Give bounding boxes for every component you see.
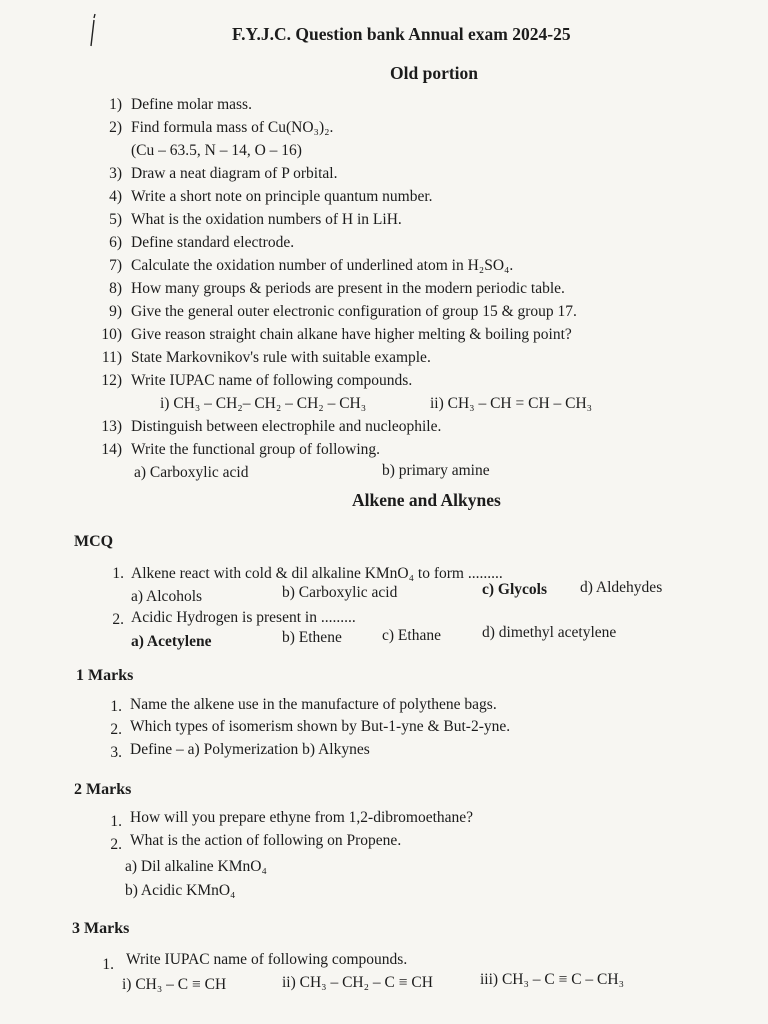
question-number: 3. xyxy=(110,744,122,761)
question-text: Find formula mass of Cu(NO₃)₂. xyxy=(131,119,334,136)
option-a: a) Acetylene xyxy=(131,633,212,650)
pen-mark xyxy=(88,12,98,48)
question-number: 8) xyxy=(109,280,122,297)
question-text: How will you prepare ethyne from 1,2-dibromoethane? xyxy=(130,809,474,826)
question-number: 7) xyxy=(109,257,122,274)
option-a: a) Carboxylic acid xyxy=(134,464,249,481)
option-a: a) Alcohols xyxy=(131,588,203,605)
question-text: Write the functional group of following. xyxy=(131,441,381,458)
question-text: Distinguish between electrophile and nucleophile. xyxy=(131,418,442,435)
page-subtitle: Old portion xyxy=(390,63,479,83)
question-text: Calculate the oxidation number of underlined atom in H₂SO₄. xyxy=(131,257,514,274)
question-number: 6) xyxy=(109,234,122,251)
question-number: 9) xyxy=(109,303,122,320)
question-text: What is the oxidation numbers of H in LiH. xyxy=(131,211,402,228)
question-number: 2. xyxy=(112,611,124,628)
question-text: Define – a) Polymerization b) Alkynes xyxy=(130,741,370,758)
option-b: b) primary amine xyxy=(382,462,490,479)
question-number: 13) xyxy=(101,418,122,435)
question-text: Write a short note on principle quantum number. xyxy=(131,188,433,205)
compound-i: i) CH₃ – C ≡ CH xyxy=(122,976,227,993)
question-text: Acidic Hydrogen is present in ......... xyxy=(131,609,356,626)
option-c: c) Ethane xyxy=(382,627,441,644)
option-b: b) Acidic KMnO₄ xyxy=(125,882,236,899)
question-text: What is the action of following on Propene. xyxy=(130,832,402,849)
question-text: Give the general outer electronic configuration of group 15 & group 17. xyxy=(131,303,577,320)
question-number: 11) xyxy=(101,349,122,366)
two-marks-heading: 2 Marks xyxy=(74,781,132,798)
one-mark-heading: 1 Marks xyxy=(76,667,134,684)
question-text: Write IUPAC name of following compounds. xyxy=(131,372,413,389)
question-number: 1. xyxy=(110,813,122,830)
question-text: Give reason straight chain alkane have higher melting & boiling point? xyxy=(131,326,572,343)
question-number: 2. xyxy=(110,836,122,853)
question-number: 2) xyxy=(109,119,122,136)
section-title: Alkene and Alkynes xyxy=(352,490,501,510)
compound-ii: ii) CH₃ – CH = CH – CH₃ xyxy=(430,395,593,412)
question-text: Define molar mass. xyxy=(131,96,252,113)
question-text: State Markovnikov's rule with suitable example. xyxy=(131,349,431,366)
option-d: d) Aldehydes xyxy=(580,579,663,596)
option-d: d) dimethyl acetylene xyxy=(482,624,617,641)
question-text: Alkene react with cold & dil alkaline KMnO₄ to form ......... xyxy=(131,565,503,582)
question-text: Draw a neat diagram of P orbital. xyxy=(131,165,338,182)
question-number: 1. xyxy=(110,698,122,715)
question-number: 10) xyxy=(101,326,122,343)
question-text: Name the alkene use in the manufacture of polythene bags. xyxy=(130,696,497,713)
question-number: 5) xyxy=(109,211,122,228)
compound-i: i) CH₃ – CH₂– CH₂ – CH₂ – CH₃ xyxy=(160,395,367,412)
three-marks-heading: 3 Marks xyxy=(72,920,130,937)
page-title: F.Y.J.C. Question bank Annual exam 2024-25 xyxy=(232,24,571,44)
question-text: How many groups & periods are present in the modern periodic table. xyxy=(131,280,565,297)
question-number: 1) xyxy=(109,96,122,113)
question-number: 3) xyxy=(109,165,122,182)
question-number: 4) xyxy=(109,188,122,205)
question-text: Write IUPAC name of following compounds. xyxy=(126,951,408,968)
question-text: Define standard electrode. xyxy=(131,234,295,251)
question-number: 2. xyxy=(110,721,122,738)
option-b: b) Ethene xyxy=(282,629,342,646)
question-number: 12) xyxy=(101,372,122,389)
compound-iii: iii) CH₃ – C ≡ C – CH₃ xyxy=(480,971,624,988)
question-number: 1. xyxy=(112,565,124,582)
compound-ii: ii) CH₃ – CH₂ – C ≡ CH xyxy=(282,974,433,991)
option-a: a) Dil alkaline KMnO₄ xyxy=(125,858,267,875)
question-number: 14) xyxy=(101,441,122,458)
option-b: b) Carboxylic acid xyxy=(282,584,398,601)
mcq-heading: MCQ xyxy=(74,533,114,550)
question-subtext: (Cu – 63.5, N – 14, O – 16) xyxy=(131,142,302,159)
option-c: c) Glycols xyxy=(482,581,547,598)
question-number: 1. xyxy=(102,956,114,973)
question-text: Which types of isomerism shown by But-1-yne & But-2-yne. xyxy=(130,718,511,735)
